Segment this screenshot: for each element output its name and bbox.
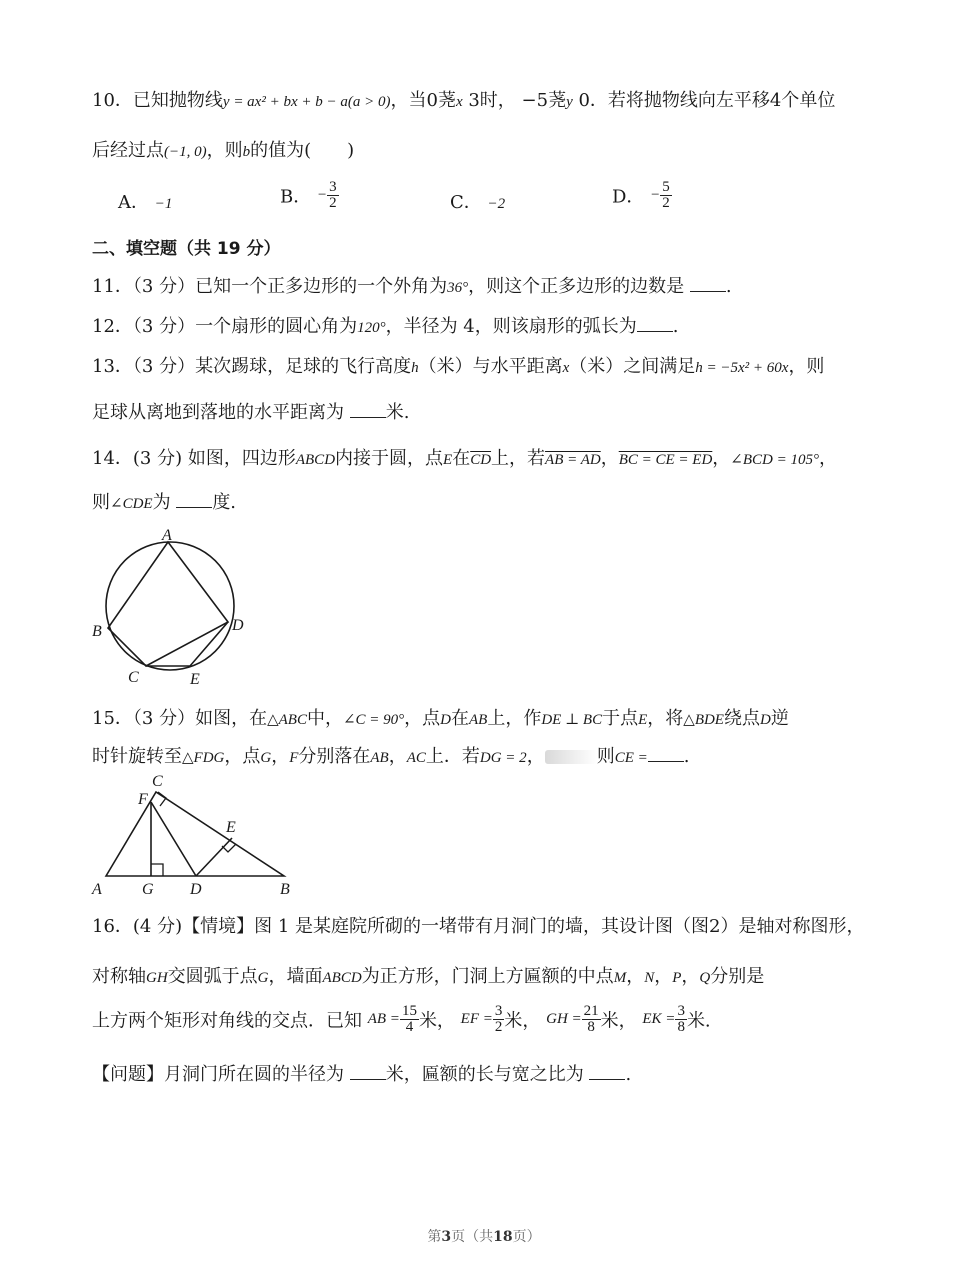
q16-point: G	[257, 970, 269, 986]
q14-text: 上，若	[491, 448, 546, 469]
q15-text: ，	[388, 746, 407, 767]
q14-angle: ∠CDE	[110, 496, 153, 512]
q13-var-x: x	[562, 360, 570, 376]
q16-point: Q	[699, 970, 711, 986]
q10-text: ，当0荛	[390, 90, 456, 111]
q16-fraction-ab	[400, 1004, 419, 1035]
q16-unit: 米，	[504, 1010, 541, 1032]
q10-line1	[92, 86, 835, 112]
q15-text: 时针旋转至	[92, 746, 182, 767]
q16-line3	[92, 1004, 711, 1035]
q14-quad: ABCD	[295, 452, 336, 468]
q10-var-x: x	[455, 94, 463, 110]
q14-line2	[92, 488, 236, 514]
q16-text: ，	[626, 966, 645, 987]
right-angle-g	[151, 864, 163, 876]
q14-text: 在	[452, 448, 471, 469]
q15-segment: AB	[469, 712, 488, 728]
q15-text: ，点	[224, 746, 261, 767]
q16-text: 上方两个矩形对角线的交点．已知	[92, 1010, 362, 1032]
q15-text: ，点	[404, 708, 441, 729]
q16-text: 对称轴	[92, 966, 146, 987]
label-b: B	[280, 881, 290, 898]
q15-angle: ∠C = 90°	[342, 712, 405, 728]
page-number: 3	[441, 1229, 452, 1245]
q15-triangle: △ABC	[267, 712, 307, 728]
label-e: E	[190, 671, 200, 688]
q15-segment: AB	[370, 750, 389, 766]
q12-text: ，半径为 4，则该扇形的弧长为	[385, 316, 637, 337]
q16-lhs: EF =	[460, 1011, 493, 1027]
q16-text: 米，匾额的长与宽之比为	[385, 1064, 584, 1085]
q15-text: 分别落在	[298, 746, 371, 767]
q15-text: 逆	[770, 708, 789, 729]
segment-de	[196, 838, 232, 876]
circle	[106, 542, 234, 670]
answer-blank[interactable]	[637, 317, 673, 332]
option-fraction	[327, 180, 339, 211]
q16-point: N	[644, 970, 655, 986]
q15-point: F	[289, 750, 299, 766]
q14-text: 度.	[212, 492, 237, 513]
q13-var-h: h	[411, 360, 419, 376]
frac-den: 4	[405, 1019, 414, 1035]
frac-num: 3	[677, 1003, 685, 1019]
q15-text: 上，作	[487, 708, 542, 729]
q14-text: 则	[92, 492, 110, 513]
q15-text: 中，	[306, 708, 343, 729]
q15-given: DG = 2	[479, 750, 527, 766]
q15-perp: DE ⊥ BC	[541, 712, 603, 728]
q13-text: 13．（3 分）某次踢球，足球的飞行高度	[92, 356, 412, 377]
q13-text: 足球从离地到落地的水平距离为	[92, 402, 344, 423]
q14-text: ，	[712, 448, 731, 469]
q11-angle: 36°	[447, 280, 469, 296]
frac-den: 8	[587, 1019, 595, 1035]
option-value: −2	[487, 196, 506, 212]
q10-option-b	[280, 180, 339, 211]
frac-den: 2	[662, 195, 670, 211]
q16-line4	[92, 1060, 631, 1086]
q16-text: 16．(4 分)【情境】图 1 是某庭院所砌的一堵带有月洞门的墙，其设计图（图2）是轴对称图形，	[92, 916, 865, 937]
q10-point: (−1, 0)	[164, 144, 207, 160]
q15-triangle-figure	[88, 770, 308, 898]
q15-point: G	[260, 750, 272, 766]
option-label: D．	[612, 186, 645, 208]
q13-text: （米）之间满足	[569, 356, 696, 377]
label-b: B	[92, 623, 102, 640]
q10-text: 0．若将抛物线向左平移4个单位	[578, 90, 836, 111]
q15-text: 上．若	[425, 746, 480, 767]
q16-line2	[92, 962, 764, 988]
q16-text: ，	[681, 966, 700, 987]
q13-text: 米.	[385, 402, 410, 423]
total-pages: 18	[493, 1229, 513, 1245]
q15-text: ，将	[647, 708, 684, 729]
q12-text: .	[672, 316, 679, 337]
q10-var-y: y	[566, 94, 573, 110]
option-label: C．	[450, 192, 482, 213]
q14-circle-figure	[88, 524, 258, 690]
q10-var-b: b	[242, 144, 251, 160]
q16-text: ，墙面	[268, 966, 323, 987]
q15-point: E	[638, 712, 648, 728]
frac-den: 8	[677, 1019, 685, 1035]
q15-text: 于点	[602, 708, 639, 729]
option-label: B．	[280, 186, 312, 208]
answer-blank[interactable]	[350, 1065, 386, 1080]
q10-text: 的值为( )	[250, 140, 355, 161]
q13-line1	[92, 352, 824, 378]
frac-num: 5	[662, 179, 670, 195]
option-fraction	[660, 180, 672, 211]
q15-target: CE =	[614, 750, 648, 766]
triangle-abc	[106, 792, 284, 876]
q11-text: .	[725, 276, 732, 297]
q15-text: 15．（3 分）如图，在	[92, 708, 268, 729]
label-c: C	[128, 669, 139, 686]
q13-line2	[92, 398, 409, 424]
q15-point: D	[759, 712, 771, 728]
q10-option-c	[450, 188, 505, 214]
option-label: A．	[118, 192, 149, 213]
label-f: F	[138, 791, 148, 808]
q15-text: 则	[596, 746, 615, 767]
q16-text: 为正方形，门洞上方匾额的中点	[361, 966, 614, 987]
q10-text: 后经过点	[92, 140, 164, 161]
q11-text: ，则这个正多边形的边数是	[468, 276, 685, 297]
q11	[92, 272, 732, 298]
q16-fraction-ek	[675, 1004, 687, 1035]
q10-option-d	[612, 180, 672, 211]
q15-triangle: △FDG	[182, 750, 225, 766]
answer-blank[interactable]	[176, 493, 212, 508]
q16-point: P	[672, 970, 682, 986]
q11-text: 11．（3 分）已知一个正多边形的一个外角为	[92, 276, 448, 297]
q16-text: 交圆弧于点	[167, 966, 258, 987]
q16-lhs: AB =	[367, 1011, 400, 1027]
label-c: C	[152, 773, 163, 790]
q16-square: ABCD	[322, 970, 362, 986]
q16-axis: GH	[146, 970, 168, 986]
q12-text: 12．（3 分）一个扇形的圆心角为	[92, 316, 358, 337]
answer-blank[interactable]	[648, 747, 684, 762]
answer-blank[interactable]	[589, 1065, 625, 1080]
q14-text: ，	[600, 448, 619, 469]
q16-text: 分别是	[710, 966, 765, 987]
footer-text: 页）	[512, 1229, 541, 1245]
obscured-region	[545, 750, 597, 764]
frac-num: 3	[494, 1003, 503, 1019]
q14-arc-eq: BC = CE = ED	[618, 452, 713, 468]
q15-triangle: △BDE	[683, 712, 724, 728]
q10-text: −5荛	[521, 90, 567, 111]
frac-num: 3	[329, 179, 337, 195]
q16-point: M	[613, 970, 627, 986]
q15-line1	[92, 704, 789, 730]
q15-text: .	[683, 746, 690, 767]
q14-angle: ∠BCD = 105°	[730, 452, 819, 468]
label-d: D	[232, 617, 244, 634]
q14-point: E	[443, 452, 453, 468]
option-sign: −	[650, 187, 661, 203]
q15-line2	[92, 742, 689, 768]
footer-text: 第	[427, 1229, 442, 1245]
q16-unit: 米，	[600, 1010, 637, 1032]
q14-arc-eq: AB = AD	[545, 452, 601, 468]
q16-fraction-gh	[582, 1004, 601, 1035]
q16-lhs: EK =	[642, 1011, 676, 1027]
section-heading: 二、填空题（共 19 分）	[92, 239, 281, 259]
q16-lhs: GH =	[546, 1011, 582, 1027]
footer-text: 页（共	[451, 1229, 494, 1245]
label-e: E	[226, 819, 236, 836]
label-d: D	[190, 881, 202, 898]
q16-text: .	[625, 1064, 632, 1085]
answer-blank[interactable]	[690, 277, 726, 292]
q10-equation: y = ax² + bx + b − a(a > 0)	[222, 94, 391, 110]
q16-text: ，	[654, 966, 673, 987]
q15-text: 在	[451, 708, 469, 729]
q10-line2	[92, 136, 354, 162]
q10-text: ，则	[206, 140, 243, 161]
q14-arc: $\overline{CD}$	[470, 452, 492, 468]
q16-fraction-ef	[493, 1004, 505, 1035]
q12-angle: 120°	[357, 320, 386, 336]
frac-den: 2	[329, 195, 337, 211]
q14-text: 14．(3 分) 如图，四边形	[92, 448, 296, 469]
frac-num: 21	[583, 1003, 599, 1019]
q14-line1	[92, 444, 837, 470]
q15-text: ，	[271, 746, 290, 767]
page-footer	[0, 1226, 968, 1246]
q15-point: D	[440, 712, 451, 728]
option-sign: −	[316, 187, 328, 203]
q10-text: 3时，	[468, 90, 516, 111]
q14-text: 为	[152, 492, 171, 513]
frac-num: 15	[401, 1003, 417, 1019]
label-a: A	[92, 881, 102, 898]
q15-text: 绕点	[723, 708, 760, 729]
q12	[92, 312, 679, 338]
q16-line1	[92, 912, 864, 938]
q15-text: ，	[526, 746, 545, 767]
q10-text: 10．已知抛物线	[92, 90, 223, 111]
q13-equation: h = −5x² + 60x	[695, 360, 789, 376]
frac-den: 2	[494, 1019, 503, 1035]
q14-text: 内接于圆，点	[335, 448, 444, 469]
q10-option-a	[118, 188, 172, 214]
q13-text: （米）与水平距离	[418, 356, 563, 377]
option-value: −1	[154, 196, 173, 212]
q16-text: 【问题】月洞门所在圆的半径为	[92, 1064, 344, 1085]
label-g: G	[142, 881, 154, 898]
q16-unit: 米，	[418, 1010, 455, 1032]
q15-segment: AC	[406, 750, 426, 766]
answer-blank[interactable]	[350, 403, 386, 418]
q14-text: ，	[819, 448, 837, 469]
q13-text: ，则	[788, 356, 825, 377]
label-a: A	[162, 527, 172, 544]
q16-unit: 米.	[686, 1010, 711, 1032]
